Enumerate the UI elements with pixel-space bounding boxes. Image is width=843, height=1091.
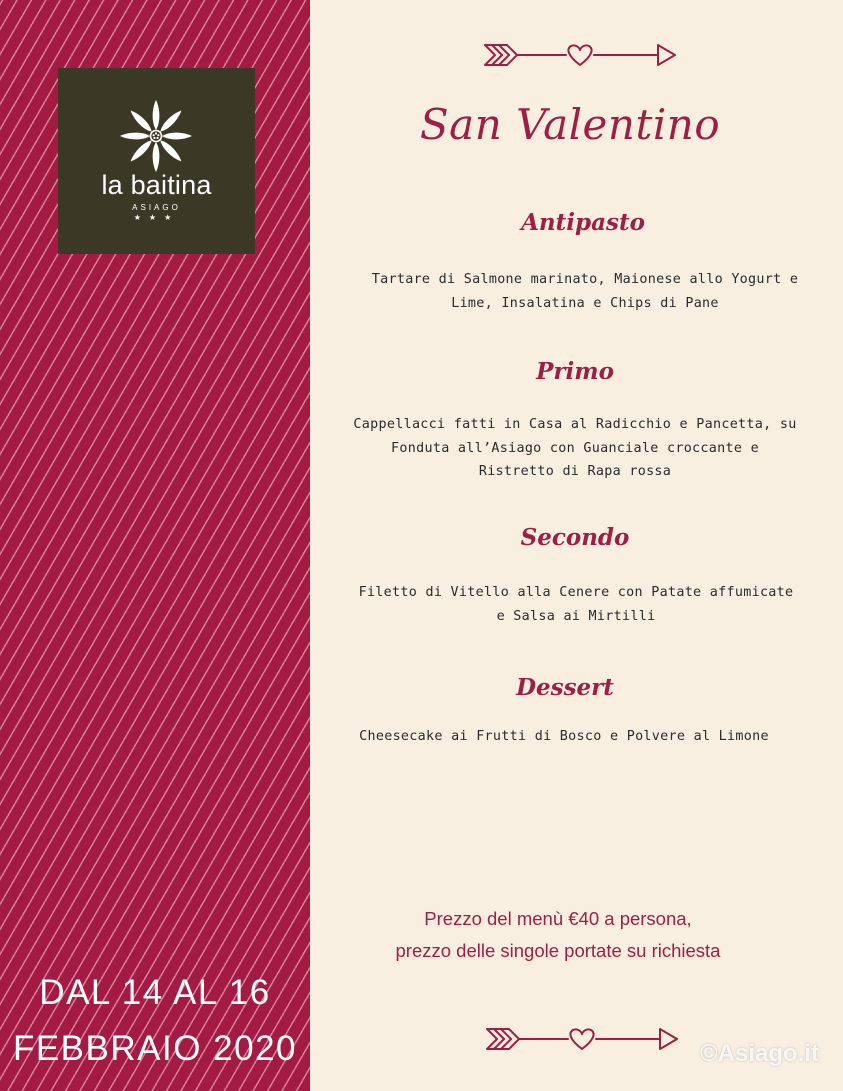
arrow-heart-icon: [482, 41, 678, 69]
course-heading-antipasto: Antipasto: [521, 209, 645, 236]
logo-stars: ★★★: [133, 213, 180, 222]
course-dish-secondo: Filetto di Vitello alla Cenere con Patate affumicate e Salsa ai Mirtilli: [358, 585, 794, 624]
price-line-1: Prezzo del menù €40 a persona,: [424, 908, 692, 929]
logo-subtitle: ASIAGO: [132, 203, 181, 212]
edelweiss-flower-icon: [118, 98, 194, 174]
price-info: [328, 903, 788, 967]
course-dish-primo: Cappellacci fatti in Casa al Radicchio e Pancetta, su Fonduta all’Asiago con Guanciale croccante e Ristretto di Rapa rossa: [353, 417, 797, 479]
course-heading-dessert: Dessert: [516, 674, 614, 701]
course-dish-dessert: Cheesecake ai Frutti di Bosco e Polvere al Limone: [359, 729, 769, 744]
course-heading-secondo: Secondo: [520, 524, 630, 551]
course-heading-primo: Primo: [536, 358, 614, 385]
event-dates: [0, 965, 310, 1077]
course-dish-antipasto: Tartare di Salmone marinato, Maionese allo Yogurt e Lime, Insalatina e Chips di Pane: [371, 272, 799, 311]
logo-name: la baitina: [101, 170, 212, 200]
dates-line-1: DAL 14 AL 16: [39, 973, 271, 1012]
price-line-2: prezzo delle singole portate su richiesta: [395, 940, 721, 961]
dates-line-2: FEBBRAIO 2020: [12, 1029, 298, 1068]
menu-title: San Valentino: [419, 100, 721, 149]
arrow-heart-icon: [484, 1025, 680, 1053]
watermark: ©Asiago.it: [700, 1040, 820, 1067]
